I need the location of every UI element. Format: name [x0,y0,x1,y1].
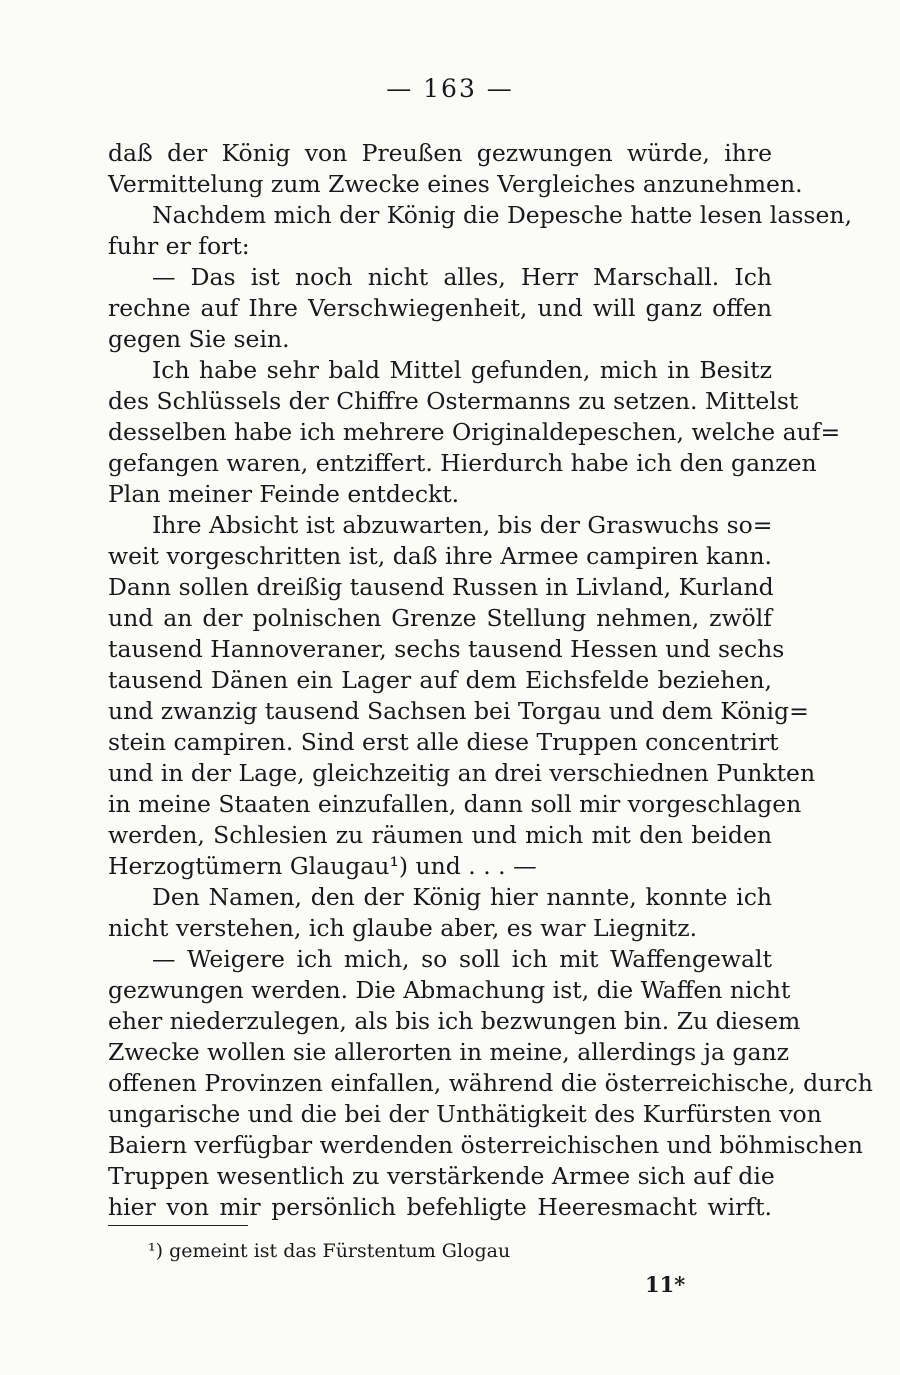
text-line: Den Namen, den der König hier nannte, konnte ich [152,883,772,911]
text-line: und in der Lage, gleichzeitig an drei verschiednen Punkten [108,759,816,787]
text-line: stein campiren. Sind erst alle diese Truppen concentrirt [108,728,779,756]
text-line: Baiern verfügbar werdenden österreichischen und böhmischen [108,1131,863,1159]
text-line: und zwanzig tausend Sachsen bei Torgau und dem König= [108,697,809,725]
text-line: hier von mir persönlich befehligte Heeresmacht wirft. [108,1193,772,1221]
text-line: tausend Dänen ein Lager auf dem Eichsfelde beziehen, [108,666,772,694]
page-number: — 163 — [386,74,514,103]
text-line: gezwungen werden. Die Abmachung ist, die Waffen nicht [108,976,791,1004]
text-line: Truppen wesentlich zu verstärkende Armee sich auf die [108,1162,775,1190]
text-line: — Weigere ich mich, so soll ich mit Waffengewalt [152,945,772,973]
main-text [108,138,873,1223]
text-line: desselben habe ich mehrere Originaldepeschen, welche auf= [108,418,841,446]
text-line: Herzogtümern Glaugau¹) und . . . — [108,852,537,880]
text-line: Plan meiner Feinde entdeckt. [108,480,460,508]
text-line: Ihre Absicht ist abzuwarten, bis der Graswuchs so= [152,511,773,539]
text-line: ungarische und die bei der Unthätigkeit des Kurfürsten von [108,1100,822,1128]
text-line: tausend Hannoveraner, sechs tausend Hessen und sechs [108,635,785,663]
text-line: rechne auf Ihre Verschwiegenheit, und will ganz offen [108,294,772,322]
text-line: Vermittelung zum Zwecke eines Vergleiches anzunehmen. [108,170,803,198]
text-line: werden, Schlesien zu räumen und mich mit den beiden [108,821,772,849]
footnote-divider [108,1225,248,1226]
text-line: weit vorgeschritten ist, daß ihre Armee campiren kann. [108,542,772,570]
text-line: Zwecke wollen sie allerorten in meine, allerdings ja ganz [108,1038,790,1066]
text-line: fuhr er fort: [108,232,250,260]
text-line: Nachdem mich der König die Depesche hatte lesen lassen, [152,201,852,229]
text-line: eher niederzulegen, als bis ich bezwungen bin. Zu diesem [108,1007,801,1035]
text-line: nicht verstehen, ich glaube aber, es war Liegnitz. [108,914,698,942]
signature-mark: 11* [645,1272,686,1297]
text-line: des Schlüssels der Chiffre Ostermanns zu setzen. Mittelst [108,387,799,415]
text-line: gegen Sie sein. [108,325,290,353]
text-line: — Das ist noch nicht alles, Herr Marschall. Ich [152,263,772,291]
text-line: Ich habe sehr bald Mittel gefunden, mich in Besitz [152,356,772,384]
text-line: in meine Staaten einzufallen, dann soll mir vorgeschlagen [108,790,802,818]
text-line: Dann sollen dreißig tausend Russen in Livland, Kurland [108,573,774,601]
text-line: offenen Provinzen einfallen, während die österreichische, durch [108,1069,873,1097]
text-line: gefangen waren, entziffert. Hierdurch habe ich den ganzen [108,449,817,477]
text-line: und an der polnischen Grenze Stellung nehmen, zwölf [108,604,772,632]
text-line: daß der König von Preußen gezwungen würde, ihre [108,139,772,167]
footnote: ¹) gemeint ist das Fürstentum Glogau [148,1240,511,1262]
